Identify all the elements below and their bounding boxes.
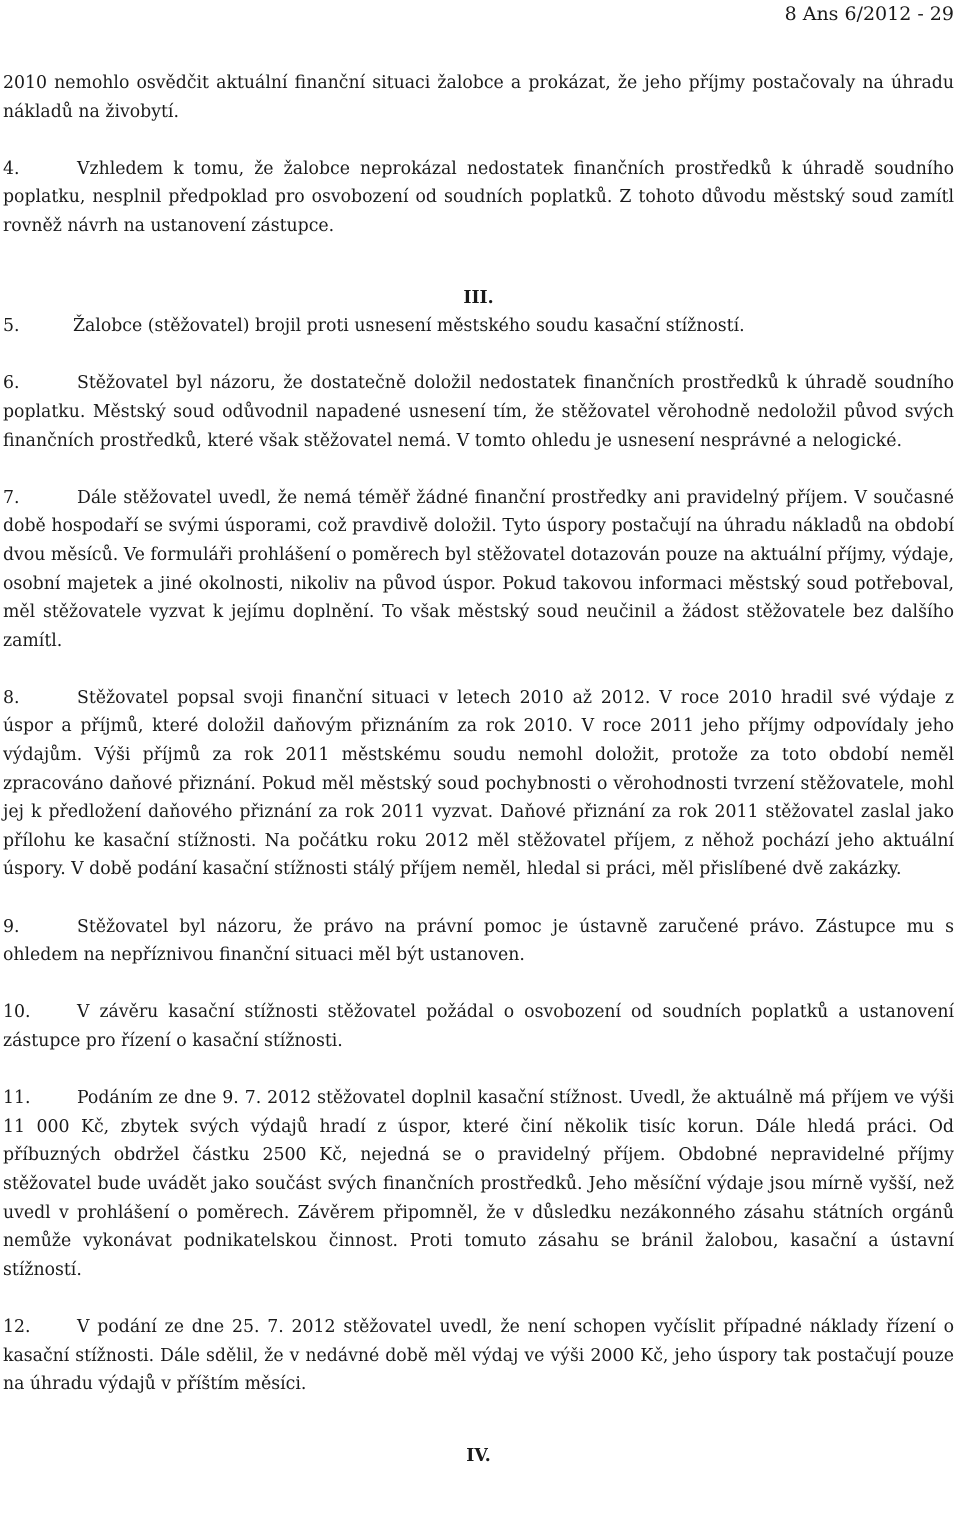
paragraph-12 [3, 1313, 954, 1399]
paragraph-text: 2010 nemohlo osvědčit aktuální finanční situaci žalobce a prokázat, že jeho příjmy postačovaly na úhradu nákladů na živobytí. [3, 73, 954, 122]
paragraph-9 [3, 913, 954, 970]
paragraph-11 [3, 1084, 954, 1284]
paragraph-number: 12. [3, 1316, 31, 1337]
paragraph-5 [3, 312, 954, 341]
paragraph-number: 9. [3, 916, 20, 937]
paragraph-number: 11. [3, 1088, 31, 1109]
paragraph-text: Stěžovatel byl názoru, že právo na právní pomoc je ústavně zaručené právo. Zástupce mu s ohledem na nepříznivou finanční situaci měl být ustanoven. [3, 916, 954, 966]
paragraph-text: Vzhledem k tomu, že žalobce neprokázal nedostatek finančních prostředků k úhradě soudního poplatku, nesplnil předpoklad pro osvobození od soudních poplatků. Z tohoto důvodu městský soud zamítl rovněž návrh na ustanovení zástupce. [3, 158, 954, 236]
paragraph-text: Stěžovatel byl názoru, že dostatečně doložil nedostatek finančních prostředků k úhradě soudního poplatku. Městský soud odůvodnil napadené usnesení tím, že stěžovatel věrohodně nedoložil původ svých finančních prostředků, které však stěžovatel nemá. V tomto ohledu je usnesení nesprávné a nelogické. [3, 373, 954, 451]
paragraph-8 [3, 684, 954, 884]
paragraph-number: 4. [3, 158, 20, 179]
paragraph-number: 8. [3, 687, 20, 708]
section-heading-iv: IV. [466, 1445, 491, 1466]
paragraph-number: 7. [3, 487, 20, 508]
case-number-header: 8 Ans 6/2012 - 29 [784, 3, 954, 25]
paragraph-10 [3, 998, 954, 1055]
paragraph-text: V závěru kasační stížnosti stěžovatel požádal o osvobození od soudních poplatků a ustanovení zástupce pro řízení o kasační stížnosti. [3, 1002, 954, 1051]
paragraph-number: 5. [3, 316, 20, 337]
paragraph-6 [3, 369, 954, 455]
paragraph-number: 6. [3, 373, 20, 394]
paragraph-text: Podáním ze dne 9. 7. 2012 stěžovatel doplnil kasační stížnost. Uvedl, že aktuálně má příjem ve výši 11 000 Kč, zbytek svých výdajů hradí z úspor, které činí několik tisíc korun. Dále hledá práci. Od příbuzných obdržel částku 2500 Kč, nejedná se o pravidelný příjem. Obdobné nepravidelné příjmy stěžovatel bude uvádět jako součást svých finančních prostředků. Jeho měsíční výdaje jsou mírně vyšší, než uvedl v prohlášení o poměrech. Závěrem připomněl, že v důsledku nezákonného zásahu státních orgánů nemůže vykonávat podnikatelskou činnost. Proti tomuto zásahu se bránil žalobou, kasační a ústavní stížností. [3, 1088, 954, 1280]
paragraph-text: Dále stěžovatel uvedl, že nemá téměř žádné finanční prostředky ani pravidelný příjem. V současné době hospodaří se svými úsporami, což pravdivě doložil. Tyto úspory postačují na úhradu nákladů na období dvou měsíců. Ve formuláři prohlášení o poměrech byl stěžovatel dotazován pouze na aktuální příjmy, výdaje, osobní majetek a jiné okolnosti, nikoliv na původ úspor. Pokud takovou informaci městský soud potřeboval, měl stěžovatele vyzvat k jejímu doplnění. To však městský soud neučinil a žádost stěžovatele bez dalšího zamítl. [3, 487, 954, 651]
paragraph-4 [3, 155, 954, 241]
paragraph-7 [3, 484, 954, 656]
paragraph-number: 10. [3, 1002, 31, 1023]
paragraph-text: Stěžovatel popsal svoji finanční situaci v letech 2010 až 2012. V roce 2010 hradil své výdaje z úspor a příjmů, které doložil daňovým přiznáním za rok 2010. V roce 2011 jeho příjmy odpovídaly jeho výdajům. Výši příjmů za rok 2011 městskému soudu nemohl doložit, protože za toto období neměl zpracováno daňové přiznání. Pokud měl městský soud pochybnosti o věrohodnosti tvrzení stěžovatele, mohl jej k předložení daňového přiznání za rok 2011 vyzvat. Daňové přiznání za rok 2011 stěžovatel zaslal jako přílohu ke kasační stížnosti. Na počátku roku 2012 měl stěžovatel příjem, z něhož pochází jeho aktuální úspory. V době podání kasační stížnosti stálý příjem neměl, hledal si práci, měl přislíbené dvě zakázky. [3, 687, 954, 880]
paragraph-text: Žalobce (stěžovatel) brojil proti usnesení městského soudu kasační stížností. [73, 316, 745, 337]
paragraph-3-continuation [3, 69, 954, 126]
paragraph-text: V podání ze dne 25. 7. 2012 stěžovatel uvedl, že není schopen vyčíslit případné náklady řízení o kasační stížnosti. Dále sdělil, že v nedávné době měl výdaj ve výši 2000 Kč, jeho úspory tak postačují pouze na úhradu výdajů v příštím měsíci. [3, 1316, 954, 1395]
section-heading-iii: III. [463, 287, 494, 308]
